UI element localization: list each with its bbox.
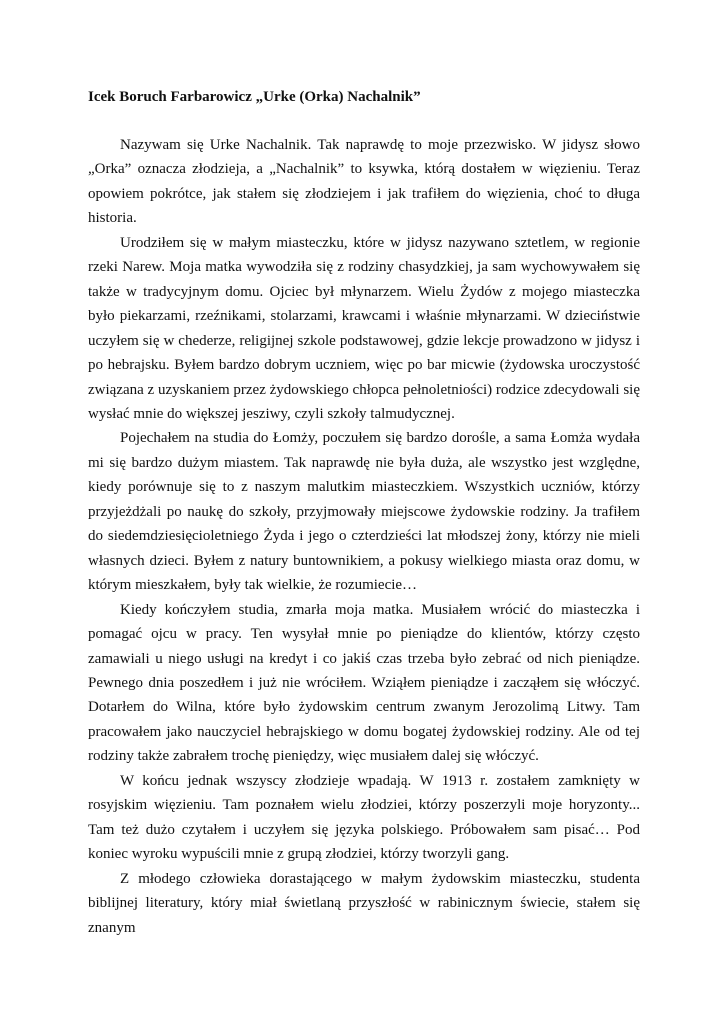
document-title: Icek Boruch Farbarowicz „Urke (Orka) Nachalnik” bbox=[88, 89, 421, 105]
paragraph-5: W końcu jednak wszyscy złodzieje wpadają. W 1913 r. zostałem zamknięty w rosyjskim więzieniu. Tam poznałem wielu złodziei, którzy poszerzyli moje horyzonty... Tam też dużo czytałem i uczyłem się języka polskiego. Próbowałem sam pisać… Pod koniec wyroku wypuścili mnie z grupą złodziei, którzy tworzyli gang. bbox=[88, 772, 640, 863]
document-body bbox=[88, 133, 640, 940]
paragraph-2: Urodziłem się w małym miasteczku, które w jidysz nazywano sztetlem, w regionie rzeki Narew. Moja matka wywodziła się z rodziny chasydzkiej, ja sam wychowywałem się także w tradycyjnym domu. Ojciec był młynarzem. Wielu Żydów z mojego miasteczka było piekarzami, rzeźnikami, stolarzami, krawcami i właśnie młynarzami. W dzieciństwie uczyłem się w chederze, religijnej szkole podstawowej, gdzie lekcje prowadzono w jidysz i po hebrajsku. Byłem bardzo dobrym uczniem, więc po bar micwie (żydowska uroczystość związana z uzyskaniem przez żydowskiego chłopca pełnoletniości) rodzice zdecydowali się wysłać mnie do większej jesziwy, czyli szkoły talmudycznej. bbox=[88, 234, 640, 422]
paragraph-4: Kiedy kończyłem studia, zmarła moja matka. Musiałem wrócić do miasteczka i pomagać ojcu w pracy. Ten wysyłał mnie po pieniądze do klientów, którzy często zamawiali u niego usługi na kredyt i co jakiś czas trzeba było zebrać od nich pieniądze. Pewnego dnia poszedłem i już nie wróciłem. Wziąłem pieniądze i zacząłem się włóczyć. Dotarłem do Wilna, które było żydowskim centrum zwanym Jerozolimą Litwy. Tam pracowałem jako nauczyciel hebrajskiego w domu bogatej żydowskiej rodziny. Ale od tej rodziny także zabrałem trochę pieniędzy, więc musiałem dalej się włóczyć. bbox=[88, 601, 640, 765]
paragraph-6: Z młodego człowieka dorastającego w małym żydowskim miasteczku, studenta biblijnej literatury, który miał świetlaną przyszłość w rabinicznym świecie, stałem się znanym bbox=[88, 870, 640, 936]
paragraph-1: Nazywam się Urke Nachalnik. Tak naprawdę to moje przezwisko. W jidysz słowo „Orka” oznacza złodzieja, a „Nachalnik” to ksywka, którą dostałem w więzieniu. Teraz opowiem pokrótce, jak stałem się złodziejem i jak trafiłem do więzienia, choć to długa historia. bbox=[88, 137, 640, 227]
paragraph-3: Pojechałem na studia do Łomży, poczułem się bardzo dorośle, a sama Łomża wydała mi się bardzo dużym miastem. Tak naprawdę nie była duża, ale wszystko jest względne, kiedy porównuje się to z naszym malutkim miasteczkiem. Wszystkich uczniów, którzy przyjeżdżali po naukę do szkoły, przyjmowały miejscowe żydowskie rodziny. Ja trafiłem do siedemdziesięcioletniego Żyda i jego o czterdzieści lat młodszej żony, którzy nie mieli własnych dzieci. Byłem z natury buntownikiem, a pokusy wielkiego miasta oraz domu, w którym mieszkałem, były tak wielkie, że rozumiecie… bbox=[88, 430, 640, 594]
